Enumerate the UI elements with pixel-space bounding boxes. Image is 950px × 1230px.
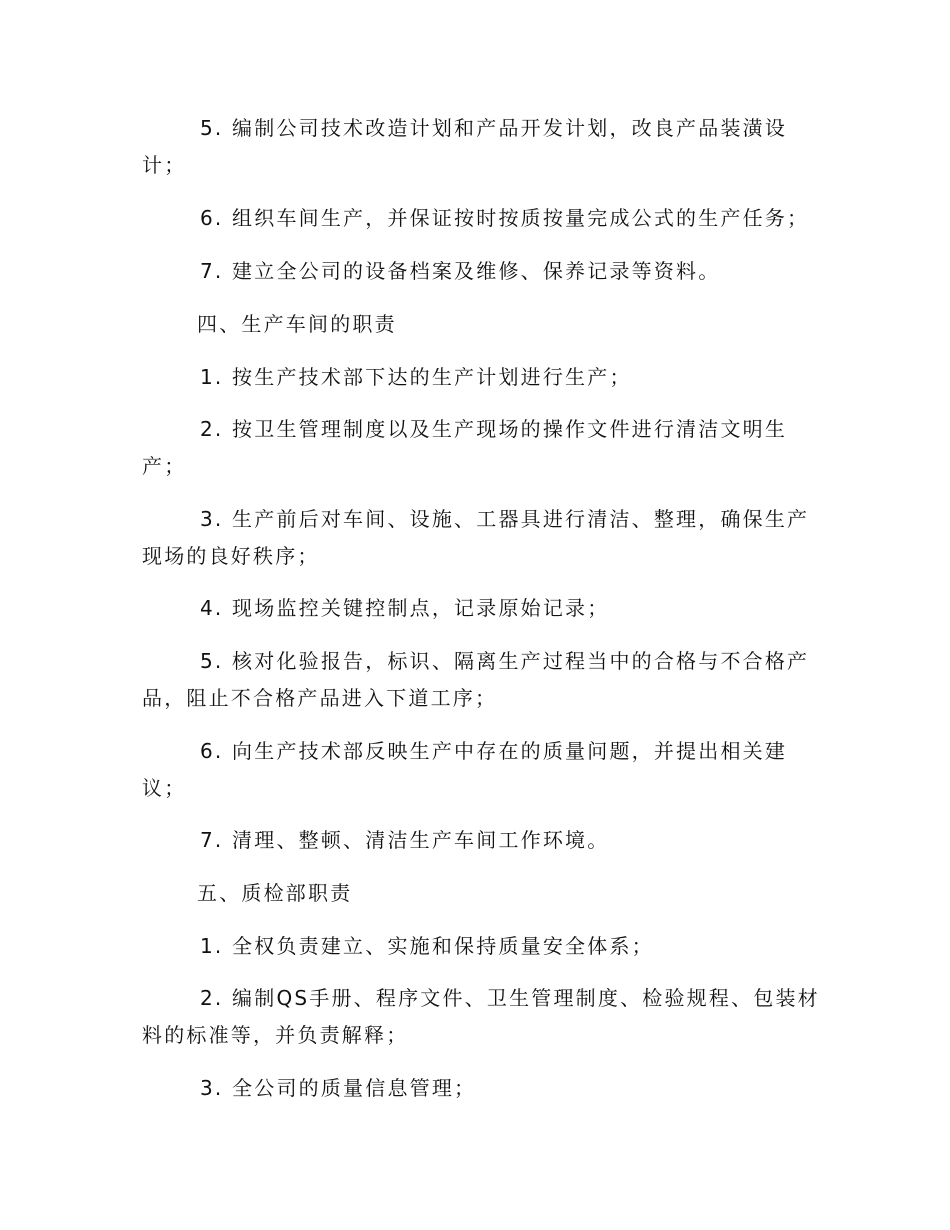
paragraph-line: 2. 按卫生管理制度以及生产现场的操作文件进行清洁文明生 — [200, 417, 788, 441]
paragraph-line: 5. 编制公司技术改造计划和产品开发计划，改良产品装潢设 — [200, 116, 788, 140]
paragraph-line: 品，阻止不合格产品进入下道工序； — [142, 686, 498, 710]
paragraph-line: 6. 组织车间生产，并保证按时按质按量完成公式的生产任务； — [200, 206, 810, 230]
paragraph-line: 现场的良好秩序； — [142, 544, 320, 568]
paragraph-line: 1. 全权负责建立、实施和保持质量安全体系； — [200, 934, 654, 958]
paragraph-line: 7. 建立全公司的设备档案及维修、保养记录等资料。 — [200, 259, 721, 283]
paragraph-line: 7. 清理、整顿、清洁生产车间工作环境。 — [200, 828, 610, 852]
paragraph-line: 3. 生产前后对车间、设施、工器具进行清洁、整理，确保生产 — [200, 507, 810, 531]
paragraph-line: 计； — [142, 153, 187, 177]
paragraph-line: 5. 核对化验报告，标识、隔离生产过程当中的合格与不合格产 — [200, 649, 810, 673]
paragraph-line: 2. 编制QS手册、程序文件、卫生管理制度、检验规程、包装材 — [200, 986, 820, 1010]
paragraph-line: 6. 向生产技术部反映生产中存在的质量问题，并提出相关建 — [200, 739, 788, 763]
section-heading: 五、质检部职责 — [197, 881, 353, 905]
paragraph-line: 产； — [142, 454, 187, 478]
paragraph-line: 3. 全公司的质量信息管理； — [200, 1076, 477, 1100]
paragraph-line: 4. 现场监控关键控制点，记录原始记录； — [200, 596, 610, 620]
paragraph-line: 料的标准等，并负责解释； — [142, 1023, 409, 1047]
section-heading: 四、生产车间的职责 — [197, 312, 397, 336]
paragraph-line: 议； — [142, 776, 187, 800]
paragraph-line: 1. 按生产技术部下达的生产计划进行生产； — [200, 365, 632, 389]
